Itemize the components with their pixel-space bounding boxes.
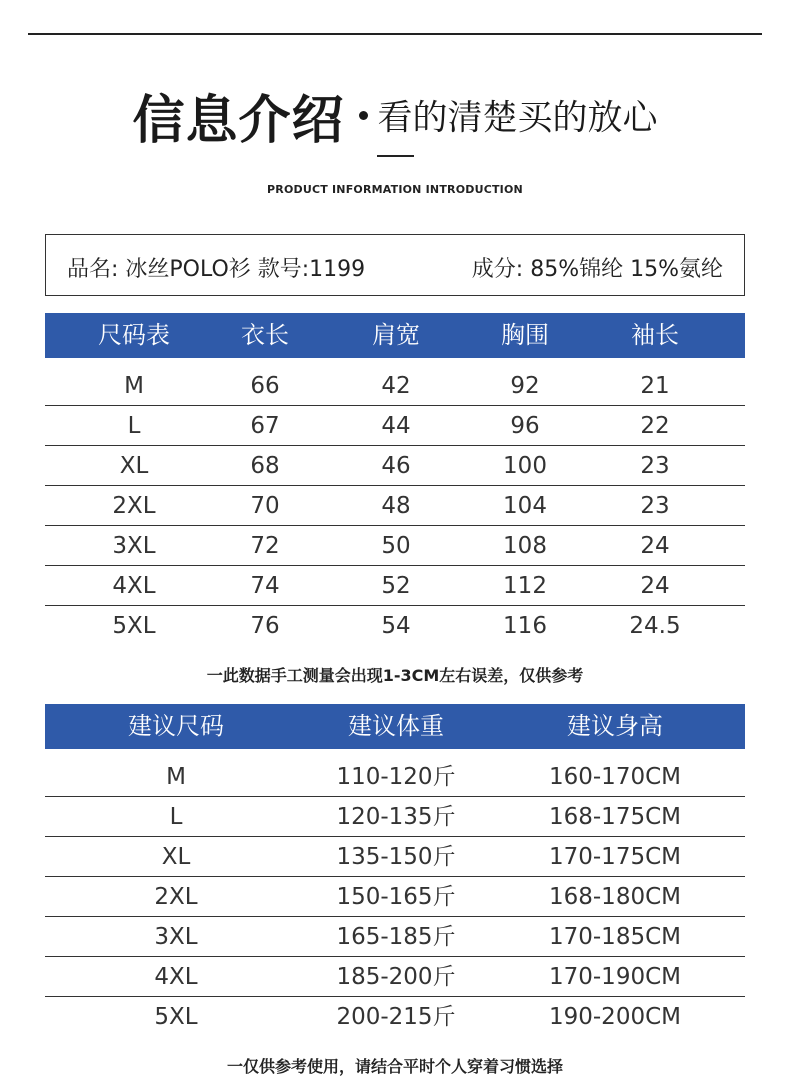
table-cell: 24: [640, 533, 670, 559]
table-cell: 104: [503, 493, 547, 519]
size-table-header: [45, 313, 745, 358]
table-cell: 46: [381, 453, 411, 479]
table-cell: 44: [381, 413, 411, 439]
table-cell: 21: [640, 373, 670, 399]
table-cell: 110-120斤: [336, 764, 456, 790]
table-cell: 24: [640, 573, 670, 599]
table-cell: 23: [640, 453, 670, 479]
table-cell: 2XL: [112, 493, 156, 519]
table-cell: 92: [510, 373, 540, 399]
table-cell: 135-150斤: [336, 844, 456, 870]
size-header-cell: 衣长: [241, 321, 289, 349]
table-row: [45, 957, 745, 997]
title-main: 信息介绍: [132, 91, 345, 151]
table-cell: 67: [250, 413, 280, 439]
table-cell: L: [169, 804, 183, 830]
table-cell: 170-190CM: [548, 964, 681, 990]
table-cell: 170-185CM: [548, 924, 681, 950]
table-cell: 24.5: [629, 613, 681, 639]
table-row: [45, 797, 745, 837]
table-cell: 22: [640, 413, 670, 439]
table-cell: 70: [250, 493, 280, 519]
table-cell: 5XL: [112, 613, 156, 639]
table-cell: 168-180CM: [548, 884, 681, 910]
table-row: [45, 877, 745, 917]
table-cell: 108: [503, 533, 547, 559]
table-cell: 48: [381, 493, 411, 519]
suggest-table: [45, 704, 745, 1037]
table-cell: M: [166, 764, 186, 790]
table-cell: 66: [250, 373, 280, 399]
table-cell: 5XL: [154, 1004, 198, 1030]
suggest-header-cell: 建议体重: [348, 712, 444, 740]
table-row: [45, 757, 745, 797]
table-cell: L: [127, 413, 141, 439]
table-cell: 72: [250, 533, 280, 559]
table-cell: 112: [503, 573, 547, 599]
table-row: [45, 526, 745, 566]
product-composition: 成分: 85%锦纶 15%氨纶: [471, 257, 723, 282]
table-cell: 4XL: [112, 573, 156, 599]
table-cell: 200-215斤: [336, 1004, 456, 1030]
table-cell: 76: [250, 613, 280, 639]
table-cell: XL: [161, 844, 191, 870]
table-row: [45, 446, 745, 486]
table-cell: 50: [381, 533, 411, 559]
size-table-note: 一此数据手工测量会出现1-3CM左右误差，仅供参考: [206, 666, 584, 685]
table-cell: 4XL: [154, 964, 198, 990]
title-english: PRODUCT INFORMATION INTRODUCTION: [267, 183, 523, 196]
suggest-table-note: 一仅供参考使用，请结合平时个人穿着习惯选择: [226, 1057, 563, 1076]
table-row: [45, 486, 745, 526]
table-cell: 52: [381, 573, 411, 599]
table-cell: 54: [381, 613, 411, 639]
table-row: [45, 837, 745, 877]
table-cell: M: [124, 373, 144, 399]
title-underline: [377, 155, 414, 157]
table-cell: 120-135斤: [336, 804, 456, 830]
suggest-table-header: [45, 704, 745, 749]
table-cell: 170-175CM: [548, 844, 681, 870]
size-header-cell: 袖长: [631, 321, 679, 349]
suggest-header-cell: 建议身高: [567, 712, 663, 740]
table-cell: 165-185斤: [336, 924, 456, 950]
table-cell: 68: [250, 453, 280, 479]
table-cell: 3XL: [154, 924, 198, 950]
size-header-cell: 肩宽: [372, 321, 420, 349]
table-row: [45, 406, 745, 446]
product-info-box: [45, 234, 745, 296]
table-cell: 96: [510, 413, 540, 439]
table-row: [45, 566, 745, 606]
table-cell: 42: [381, 373, 411, 399]
table-cell: 100: [503, 453, 547, 479]
table-cell: 3XL: [112, 533, 156, 559]
table-cell: 2XL: [154, 884, 198, 910]
table-cell: 23: [640, 493, 670, 519]
suggest-header-cell: 建议尺码: [128, 712, 224, 740]
table-row: [45, 366, 745, 406]
top-rule: [28, 33, 762, 35]
table-row: [45, 606, 745, 646]
table-row: [45, 997, 745, 1037]
table-cell: 116: [503, 613, 547, 639]
table-cell: XL: [119, 453, 149, 479]
table-cell: 74: [250, 573, 280, 599]
page-title: [0, 78, 790, 153]
table-cell: 150-165斤: [336, 884, 456, 910]
size-table: [45, 313, 745, 646]
size-header-cell: 胸围: [501, 321, 549, 349]
table-cell: 185-200斤: [336, 964, 456, 990]
table-cell: 190-200CM: [548, 1004, 681, 1030]
size-header-cell: 尺码表: [98, 321, 170, 349]
table-cell: 160-170CM: [548, 764, 681, 790]
table-cell: 168-175CM: [548, 804, 681, 830]
title-sub: 看的清楚买的放心: [377, 98, 658, 139]
title-dot: [359, 111, 368, 120]
product-name-code: 品名: 冰丝POLO衫 款号:1199: [67, 257, 366, 282]
table-row: [45, 917, 745, 957]
